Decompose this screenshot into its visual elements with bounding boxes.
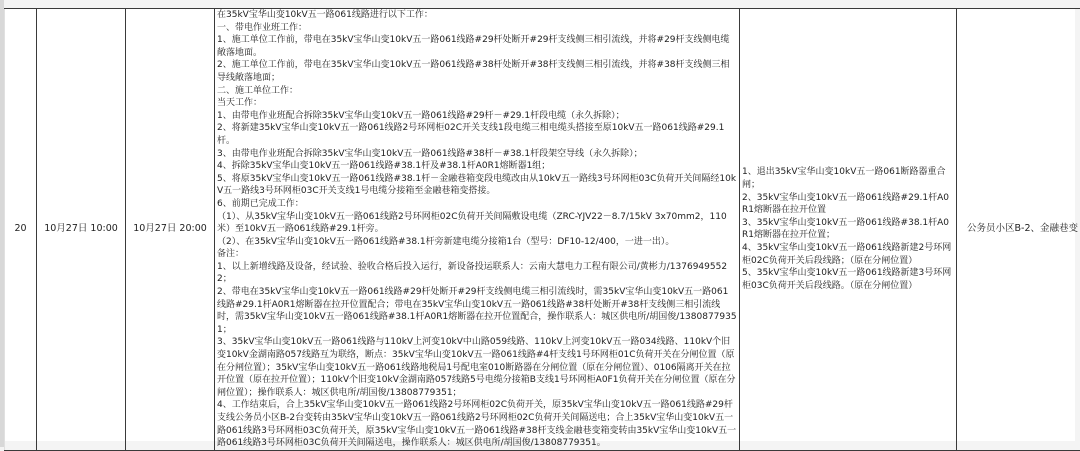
content-line: 在35kV宝华山变10kV五一路061线路进行以下工作： [217,9,737,22]
content-line: （2）、在35kV宝华山变10kV五一路061线路#38.1杆旁新建电缆分接箱1台（型号：DF10-12/400，一进一出）。 [217,236,737,249]
content-line: 备注： [217,248,737,261]
affected-area-cell [957,9,1080,451]
measure-line: 2、35kV宝华山变10kV五一路061线路#29.1杆A0R1熔断器在拉开位置 [742,192,954,217]
start-time-cell [37,9,126,451]
work-content-cell [215,9,740,451]
outage-notice-sheet [4,8,1075,441]
end-time: 10月27日 20:00 [133,223,207,234]
content-line: 4、拆除35kV宝华山变10kV五一路061线路#38.1杆及#38.1杆A0R1熔断器1组； [217,160,737,173]
content-line: 2、带电在35kV宝华山变10kV五一路061线路#29杆处断开#29杆支线侧电缆三相引流线时，需35kV宝华山变10kV五一路061线路#29.1杆A0R1熔断器在拉开位置配合；带电在35kV宝华山变10kV五一路061线路#38杆处断开#38杆支线侧三相引流线时，需35kV宝华山变10kV五一路061线路#38.1杆A0R1熔断器在拉开位置配合，操作联系人：城区供电所/胡国俊/13808779351； [217,286,737,336]
content-line: 4、工作结束后，合上35kV宝华山变10kV五一路061线路2号环网柜02C负荷开关，原35kV宝华山变10kV五一路061线路#29杆支线公务员小区B-2台变转由35kV宝华山变10kV五一路061线路2号环网柜02C负荷开关间隔送电；合上35kV宝华山变10kV五一路061线路3号环网柜03C负荷开关，原35kV宝华山变10kV五一路061线路#38杆支线金融巷变箱变转由35kV宝华山变10kV五一路061线路3号环网柜03C负荷开关间隔送电，操作联系人：城区供电所/胡国俊/13808779351。 [217,399,737,449]
content-line: 5、将原35kV宝华山变10kV五一路061线路#38.1杆－金融巷箱变段电缆改由从10kV五一路线3号环网柜03C负荷开关间隔经10kV五一路线3号环网柜03C开关支线1号电缆分接箱至金融巷箱变搭接。 [217,173,737,198]
outage-table [4,8,1080,451]
content-line: 2、将新建35kV宝华山变10kV五一路061线路2号环网柜02C开关支线1段电缆三相电缆头搭接至原10kV五一路061线路#29.1杆。 [217,122,737,147]
content-line: 1、以上新增线路及设备，经试验、验收合格后投入运行，新设备投运联系人：云南大慧电力工程有限公司/黄彬力/13769495522； [217,261,737,286]
affected-area: 公务员小区B-2、金融巷变 [967,223,1078,234]
measure-line: 5、35kV宝华山变10kV五一路061线路新建3号环网柜03C负荷开关后段线路。（原在分闸位置） [742,267,954,292]
measure-line: 3、35kV宝华山变10kV五一路061线路#38.1杆A0R1熔断器在拉开位置； [742,217,954,242]
content-line: 一、带电作业班工作： [217,22,737,35]
content-line: 1、施工单位工作前，带电在35kV宝华山变10kV五一路061线路#29杆处断开#29杆支线侧三相引流线，并将#29杆支线侧电缆敞落地面。 [217,34,737,59]
content-line: 当天工作： [217,97,737,110]
content-line: 3、35kV宝华山变10kV五一路061线路与110kV上河变10kV中山路059线路、110kV上河变10kV五一路034线路、110kV个旧变10kV金湖南路057线路互为联络，断点：35kV宝华山变10kV五一路061线路#4杆支线1号环网柜01C负荷开关在分闸位置（原在分闸位置）；35kV宝华山变10kV五一路061线路地税局1号配电室010断路器在分闸位置（原在分闸位置）、0106隔离开关在拉开位置（原在拉开位置）；110kV个旧变10kV金湖南路057线路5号电缆分接箱B支线1号环网柜A0F1负荷开关在分闸位置（原在分闸位置）；操作联系人：城区供电所/胡国俊/13808779351； [217,336,737,399]
content-line: （1）、从35kV宝华山变10kV五一路061线路2号环网柜02C负荷开关间隔敷设电缆（ZRC-YJV22－8.7/15kV 3x70mm2，110米）至10kV五一路061线路#29.1杆旁。 [217,211,737,236]
row-number-cell [5,9,37,451]
measure-line: 4、35kV宝华山变10kV五一路061线路新建2号环网柜02C负荷开关后段线路；（原在分闸位置） [742,242,954,267]
row-number: 20 [14,223,26,234]
content-line: 1、由带电作业班配合拆除35kV宝华山变10kV五一路061线路#29杆－#29.1杆段电缆（永久拆除）； [217,110,737,123]
end-time-cell [126,9,215,451]
content-line: 6、前期已完成工作： [217,198,737,211]
content-line: 2、施工单位工作前，带电在35kV宝华山变10kV五一路061线路#38杆处断开#38杆支线侧三相引流线，并将#38杆支线侧三相导线敞落地面； [217,59,737,84]
safety-measures-cell [740,9,957,451]
start-time: 10月27日 10:00 [44,223,118,234]
table-row [5,9,1080,451]
content-line: 3、由带电作业班配合拆除35kV宝华山变10kV五一路061线路#38杆－#38.1杆段架空导线（永久拆除）； [217,148,737,161]
content-line: 二、施工单位工作： [217,85,737,98]
measure-line: 1、退出35kV宝华山变10kV五一路061断路器重合闸； [742,166,954,191]
